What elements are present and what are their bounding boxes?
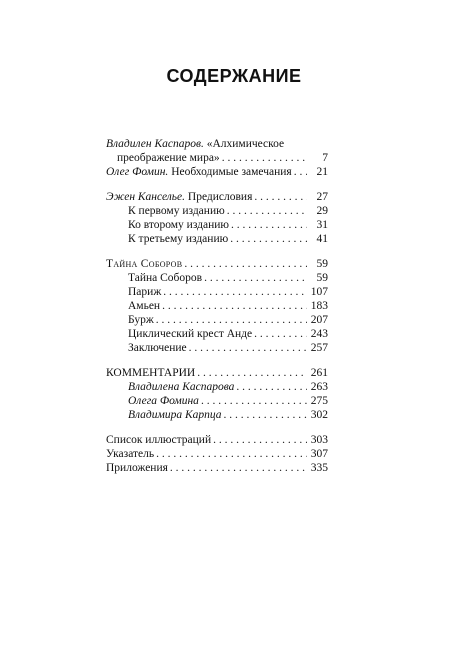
table-of-contents <box>106 137 328 486</box>
leader-dots <box>236 380 307 394</box>
toc-page-number: 27 <box>316 191 328 203</box>
leader-dots <box>254 327 307 341</box>
toc-page-number: 59 <box>316 272 328 284</box>
toc-page-number: 21 <box>316 166 328 178</box>
toc-page-number: 31 <box>316 219 328 231</box>
leader-dots <box>162 299 307 313</box>
toc-entry[interactable] <box>106 218 328 232</box>
toc-title: Тайна Соборов <box>128 272 203 284</box>
toc-title: Ко второму изданию <box>128 219 230 231</box>
toc-page-number: 261 <box>310 367 328 379</box>
page-title: СОДЕРЖАНИЕ <box>166 66 302 86</box>
leader-dots <box>294 165 307 179</box>
toc-entry[interactable] <box>106 271 328 285</box>
toc-entry[interactable] <box>106 461 328 475</box>
toc-entry[interactable] <box>106 313 328 327</box>
toc-entry[interactable] <box>106 433 328 447</box>
toc-page-number: 303 <box>310 434 328 446</box>
toc-entry[interactable] <box>106 204 328 218</box>
toc-page-number: 29 <box>316 205 328 217</box>
toc-entry[interactable] <box>106 285 328 299</box>
toc-page-number: 307 <box>310 448 328 460</box>
toc-author: Эжен Канселье. <box>106 191 186 203</box>
toc-author: Владилен Каспаров. <box>106 138 204 150</box>
toc-page-number: 183 <box>310 300 328 312</box>
leader-dots <box>170 461 307 475</box>
toc-entry[interactable] <box>106 165 328 179</box>
toc-title: Париж <box>128 286 162 298</box>
toc-title: Тайна Соборов <box>106 258 183 270</box>
toc-page-number: 41 <box>316 233 328 245</box>
toc-title: К третьему изданию <box>128 233 229 245</box>
toc-entry[interactable] <box>106 327 328 341</box>
toc-title: Предисловия <box>185 191 253 203</box>
toc-group-commentaries <box>106 366 328 422</box>
leader-dots <box>231 218 307 232</box>
toc-title: Бурж <box>128 314 154 326</box>
toc-title: Необходимые замечания <box>168 166 292 178</box>
toc-group-main-text <box>106 257 328 355</box>
toc-group-prefaces <box>106 190 328 246</box>
leader-dots <box>224 408 308 422</box>
leader-dots <box>156 313 307 327</box>
toc-entry[interactable] <box>106 232 328 246</box>
toc-group-introductions <box>106 137 328 179</box>
toc-title: Амьен <box>128 300 161 312</box>
toc-author: Олег Фомин. <box>106 166 169 178</box>
toc-entry[interactable] <box>106 137 328 151</box>
leader-dots <box>227 204 307 218</box>
toc-entry[interactable] <box>106 380 328 394</box>
toc-entry[interactable] <box>106 190 328 204</box>
toc-page-number: 302 <box>310 409 328 421</box>
toc-entry[interactable] <box>106 341 328 355</box>
toc-entry[interactable] <box>106 151 328 165</box>
toc-title: Список иллюстраций <box>106 434 212 446</box>
toc-title: «Алхимическое <box>203 138 285 150</box>
toc-entry[interactable] <box>106 366 328 380</box>
toc-page-number: 243 <box>310 328 328 340</box>
toc-entry[interactable] <box>106 394 328 408</box>
leader-dots <box>230 232 307 246</box>
toc-entry[interactable] <box>106 447 328 461</box>
toc-page-number: 263 <box>310 381 328 393</box>
leader-dots <box>197 366 307 380</box>
toc-page-number: 275 <box>310 395 328 407</box>
toc-page-number: 257 <box>310 342 328 354</box>
toc-title: Указатель <box>106 448 155 460</box>
toc-entry[interactable] <box>106 257 328 271</box>
toc-page-number: 207 <box>310 314 328 326</box>
toc-author: Владимира Карпца <box>128 409 222 421</box>
leader-dots <box>189 341 307 355</box>
toc-title: преображение мира» <box>117 152 220 164</box>
toc-group-appendices <box>106 433 328 475</box>
leader-dots <box>163 285 307 299</box>
toc-title: Приложения <box>106 462 168 474</box>
toc-page-number: 59 <box>316 258 328 270</box>
leader-dots <box>254 190 307 204</box>
toc-title: Заключение <box>128 342 187 354</box>
toc-author: Владилена Каспарова <box>128 381 235 393</box>
toc-author: Олега Фомина <box>128 395 199 407</box>
leader-dots <box>201 394 307 408</box>
toc-title: К первому изданию <box>128 205 225 217</box>
toc-title: Циклический крест Анде <box>128 328 253 340</box>
leader-dots <box>222 151 307 165</box>
toc-title: КОММЕНТАРИИ <box>106 367 196 379</box>
leader-dots <box>204 271 307 285</box>
leader-dots <box>184 257 307 271</box>
leader-dots <box>213 433 307 447</box>
leader-dots <box>156 447 307 461</box>
toc-page-number: 335 <box>310 462 328 474</box>
toc-page-number: 7 <box>322 152 328 164</box>
toc-page-number: 107 <box>310 286 328 298</box>
toc-entry[interactable] <box>106 299 328 313</box>
toc-entry[interactable] <box>106 408 328 422</box>
